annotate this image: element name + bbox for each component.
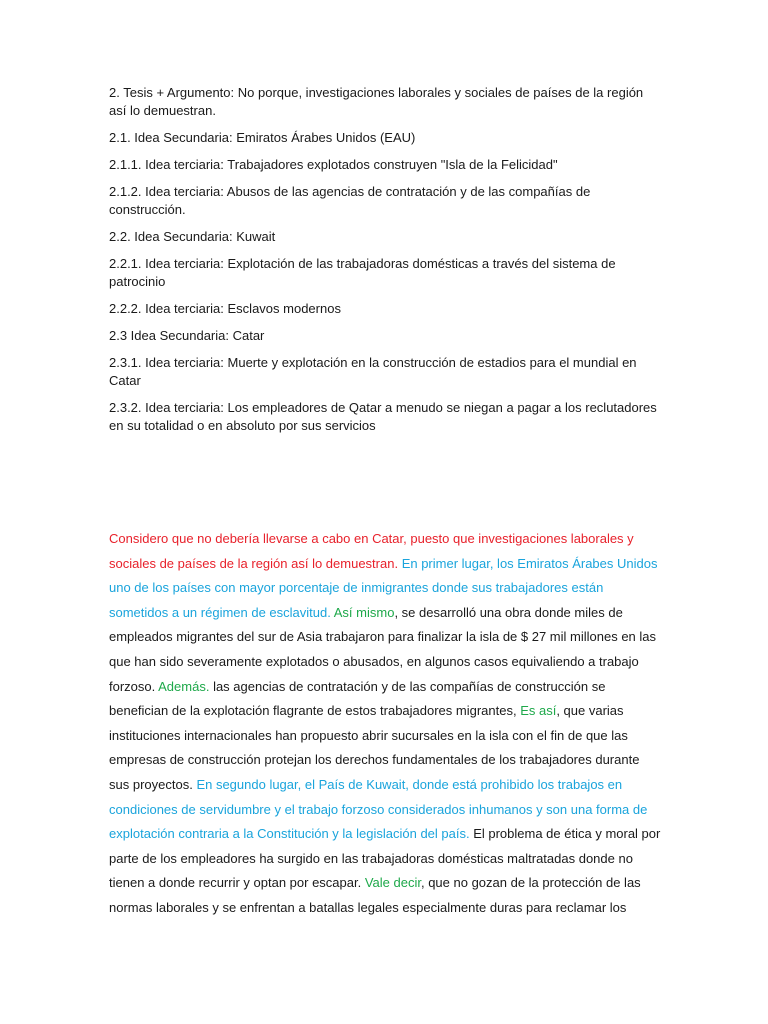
outline-item: 2.3 Idea Secundaria: Catar <box>109 328 265 343</box>
body-text: , se desarrolló una obra donde miles de empleados migrantes del sur de Asia trabajaron para finalizar la isla de $ 27 mil millones en las que han sido severamente explotados o abusados, en algunos casos equivaliendo a trabajo forzoso. <box>109 604 657 694</box>
outline-item: 2.3.1. Idea terciaria: Muerte y explotación en la construcción de estadios para el mundial en Catar <box>109 355 637 388</box>
outline-item: 2.2. Idea Secundaria: Kuwait <box>109 229 276 244</box>
connector-phrase: Es así <box>520 703 557 719</box>
body-text: El problema de ética y moral por parte de los empleadores ha surgido en las trabajadoras domésticas maltratadas donde no tienen a donde recurrir y optan por escapar. <box>109 826 661 891</box>
outline-item: 2.1.2. Idea terciaria: Abusos de las agencias de contratación y de las compañías de construcción. <box>109 184 591 217</box>
argument-sentence: En segundo lugar, el País de Kuwait, donde está prohibido los trabajos en condiciones de servidumbre y el trabajo forzoso considerados inhumanos y son una forma de explotación contraria a la Constitución y la legislación del país. <box>109 776 648 842</box>
essay-paragraph <box>109 527 661 921</box>
body-text: las agencias de contratación y de las compañías de construcción se benefician de la explotación flagrante de estos trabajadores migrantes, <box>109 678 606 719</box>
argument-sentence: En primer lugar, los Emiratos Árabes Unidos uno de los países con mayor porcentaje de inmigrantes donde sus trabajadores están sometidos a un régimen de esclavitud. <box>109 555 658 620</box>
connector-phrase: Vale decir <box>364 875 421 891</box>
outline-item: 2.1.1. Idea terciaria: Trabajadores explotados construyen "Isla de la Felicidad" <box>109 157 558 172</box>
essay-outline <box>109 84 661 444</box>
outline-item: 2.1. Idea Secundaria: Emiratos Árabes Unidos (EAU) <box>109 130 416 145</box>
thesis-sentence: Considero que no debería llevarse a cabo en Catar, puesto que investigaciones laborales y sociales de países de la región así lo demuestran. <box>109 531 634 571</box>
body-text: , que no gozan de la protección de las normas laborales y se enfrentan a batallas legales especialmente duras para reclamar los <box>109 875 641 915</box>
connector-phrase: Además. <box>158 678 210 694</box>
outline-item: 2.3.2. Idea terciaria: Los empleadores de Qatar a menudo se niegan a pagar a los reclutadores en su totalidad o en absoluto por sus servicios <box>109 400 657 433</box>
outline-item: 2.2.1. Idea terciaria: Explotación de las trabajadoras domésticas a través del sistema de patrocinio <box>109 256 616 289</box>
outline-item-thesis: 2. Tesis + Argumento: No porque, investigaciones laborales y sociales de países de la región así lo demuestran. <box>109 85 644 118</box>
essay-body <box>109 527 661 921</box>
body-text: , que varias instituciones internacionales han propuesto abrir sucursales en la isla con el fin de que las empresas de construcción protejan los derechos fundamentales de los trabajadores durante sus proyectos. <box>109 703 640 792</box>
connector-phrase: Así mismo <box>333 604 395 620</box>
outline-item: 2.2.2. Idea terciaria: Esclavos modernos <box>109 301 341 316</box>
